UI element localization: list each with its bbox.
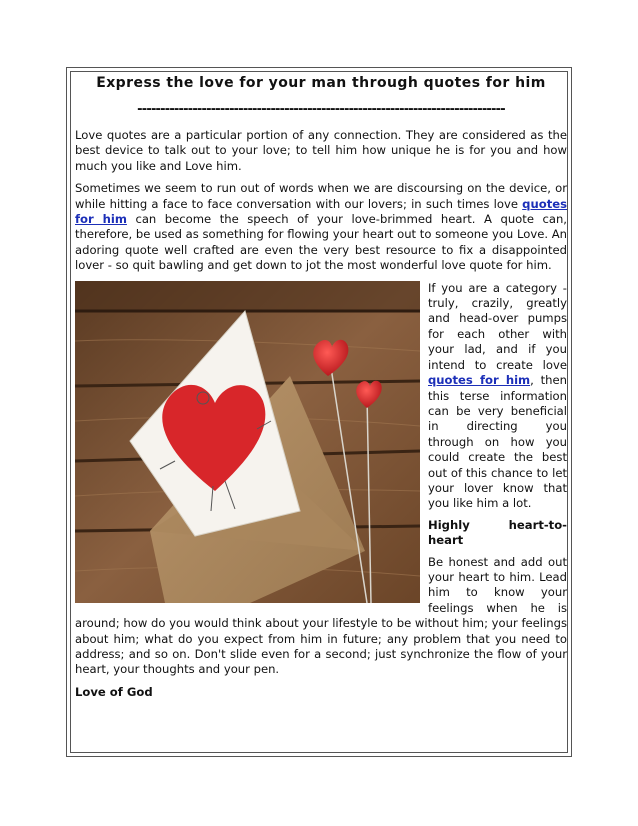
paragraph-intro: Love quotes are a particular portion of any connection. They are considered as the best device to talk out to your love; to tell him how unique he is for you and how much you like and Love him. — [75, 128, 567, 173]
paragraph-words-start: Sometimes we seem to run out of words when we are discoursing on the device, or while hitting a face to face conversation with our lovers; in such times love — [75, 181, 567, 211]
paragraph-category-start: If you are a category - truly, crazily, greatly and head-over pumps for each other with your lad, and if you intend to create love — [428, 280, 567, 372]
image-section — [75, 281, 567, 701]
section-heading-god: Love of God — [75, 684, 153, 699]
quotes-for-him-link[interactable]: quotes for him — [75, 196, 567, 227]
divider: -------------------------------------------------------------------------------- — [137, 102, 505, 117]
love-letter-photo — [75, 281, 420, 603]
paragraph-honest: Be honest and add out your heart to him. Lead him to know your feelings when he is around; how do you would think about your lifestyle to be without him; your feelings about him; what do you expect from him in future; any problem that you need to address; and so on. Don't slide even for a second; just synchronize the flow of your heart, your thoughts and your pen. — [75, 554, 567, 677]
paragraph-words-end: can become the speech of your love-brimmed heart. A quote can, therefore, be used as something for flowing your heart out to someone you Love. An adoring quote well crafted are even the very best resource to fix a disappointed lover - so quit bawling and get down to jot the most wonderful love quote for him. — [75, 212, 567, 273]
paragraph-category-end: , then this terse information can be very beneficial in directing you through on how you could create the best out of this chance to let your lover know that you like him a lot. — [428, 373, 567, 511]
quotes-for-him-link-2[interactable]: quotes for him — [428, 373, 531, 388]
article-title: Express the love for your man through quotes for him — [96, 75, 546, 91]
article — [75, 70, 567, 700]
paragraph-words — [75, 181, 567, 273]
section-heading-heart: Highly heart-to-heart — [428, 517, 567, 548]
